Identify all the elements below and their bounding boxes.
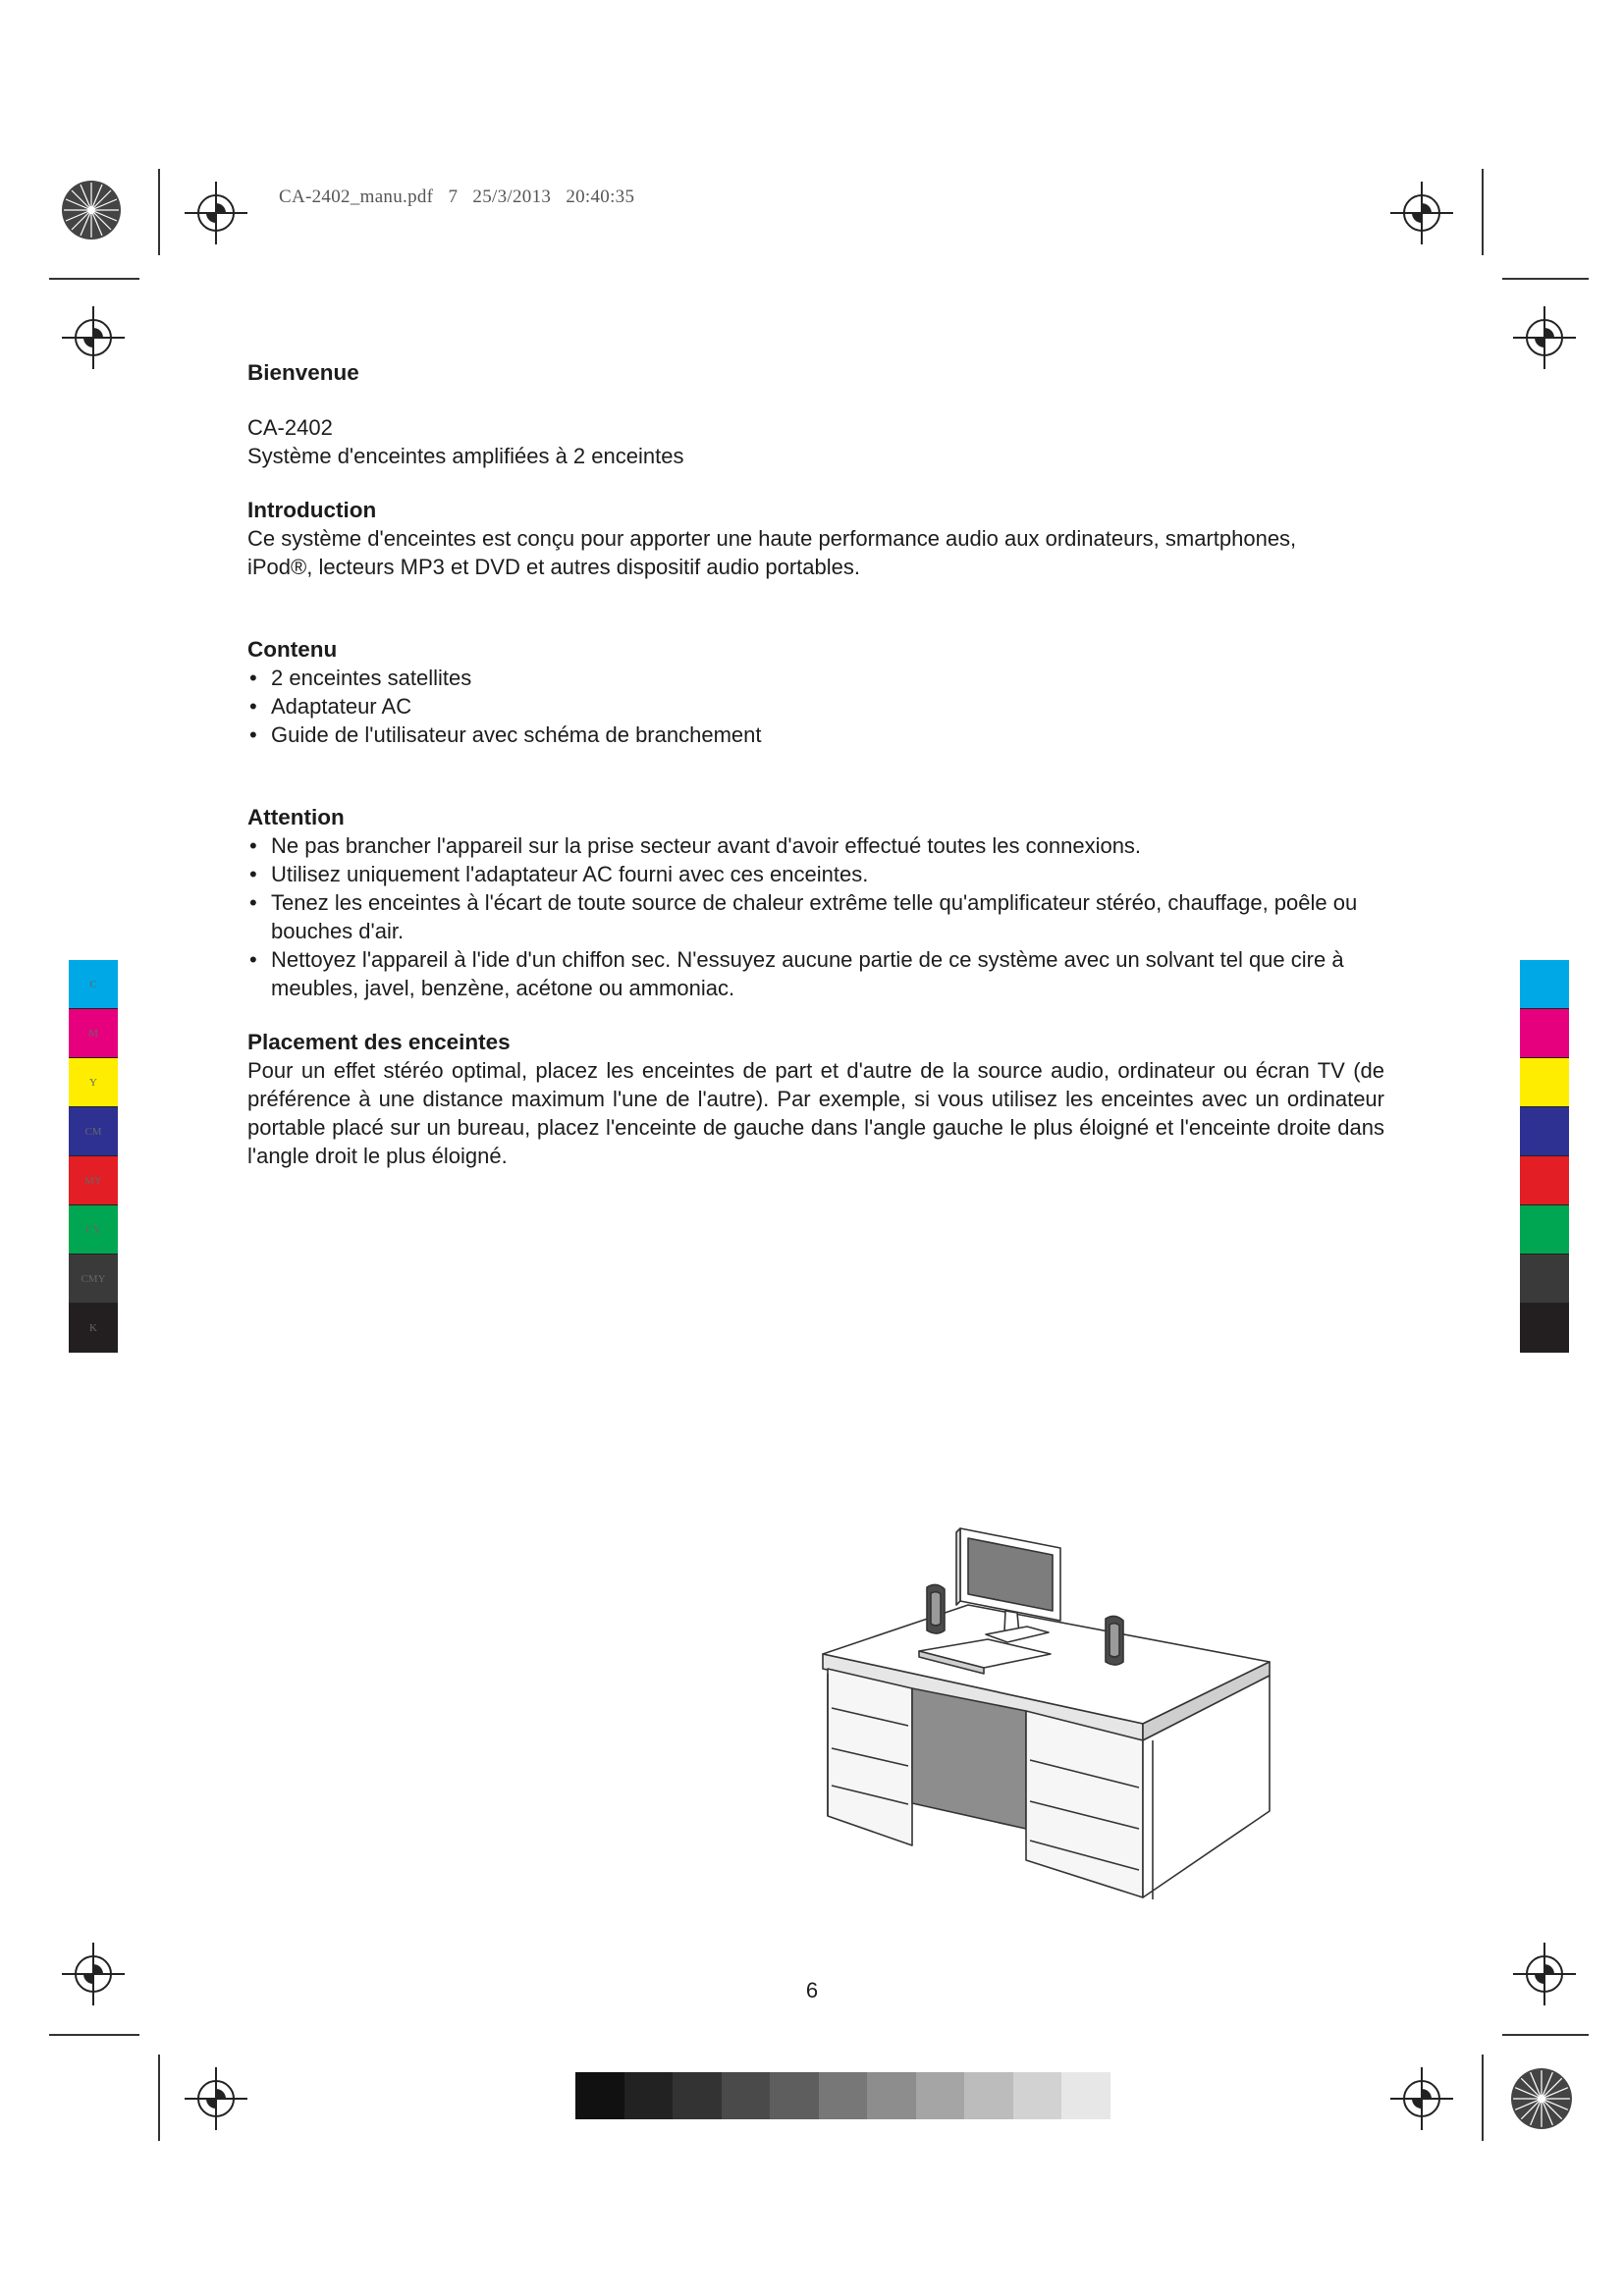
gray-swatch [1013,2072,1062,2119]
crosshair-icon [1390,2067,1453,2130]
introduction-heading: Introduction [247,498,377,522]
color-bar-right [1520,960,1569,1353]
gray-swatch [964,2072,1013,2119]
placement-text: Pour un effet stéréo optimal, placez les enceintes de part et d'autre de la source audio, ordinateur ou écran TV (de préférence à une distance maximum l'une de l'autre). Par exemple, si vous utilisez les enceintes avec un ordinateur portable placé sur un bureau, placez l'enceinte de gauche dans l'angle gauche le plus éloigné et l'enceinte droite dans l'angle droit le plus éloigné. [247,1058,1384,1168]
list-item: • Ne pas brancher l'appareil sur la prise secteur avant d'avoir effectué toutes les connexions. [247,831,1406,860]
introduction-line-2: iPod®, lecteurs MP3 et DVD et autres dispositif audio portables. [247,555,860,579]
gray-swatch [819,2072,868,2119]
color-swatch [1520,1255,1569,1304]
gray-swatch [1061,2072,1110,2119]
gray-swatch [867,2072,916,2119]
desk-illustration [811,1517,1282,1949]
gray-swatch [722,2072,771,2119]
color-swatch [1520,1058,1569,1107]
color-swatch: CMY [69,1255,118,1304]
color-swatch [1520,1107,1569,1156]
color-swatch: CY [69,1205,118,1255]
page-number: 6 [805,1978,819,2002]
contents-list [247,664,1406,749]
crosshair-icon [1513,306,1576,369]
crosshair-icon [1513,1943,1576,2005]
color-swatch [1520,1304,1569,1353]
color-swatch: MY [69,1156,118,1205]
crosshair-icon [1390,182,1453,244]
print-slug: CA-2402_manu.pdf 7 25/3/2013 20:40:35 [279,187,635,207]
contents-heading: Contenu [247,637,338,662]
product-description: Système d'enceintes amplifiées à 2 enceintes [247,444,684,468]
grayscale-bar [575,2072,1110,2119]
list-item: • 2 enceintes satellites [247,664,1406,692]
color-swatch: C [69,960,118,1009]
page-content [247,358,1406,1170]
list-item: • Tenez les enceintes à l'écart de toute source de chaleur extrême telle qu'amplificateur stéréo, chauffage, poêle ou bouches d'air. [247,888,1406,945]
crosshair-icon [185,182,247,244]
color-swatch [1520,1156,1569,1205]
gray-swatch [770,2072,819,2119]
color-swatch [1520,960,1569,1009]
placement-heading: Placement des enceintes [247,1030,511,1054]
gray-swatch [624,2072,674,2119]
crosshair-icon [185,2067,247,2130]
color-bar-left [69,960,118,1353]
gray-swatch [575,2072,624,2119]
color-swatch [1520,1205,1569,1255]
gray-swatch [673,2072,722,2119]
color-swatch: CM [69,1107,118,1156]
color-swatch [1520,1009,1569,1058]
color-swatch: Y [69,1058,118,1107]
color-swatch: M [69,1009,118,1058]
attention-heading: Attention [247,805,345,829]
list-item: • Nettoyez l'appareil à l'ide d'un chiffon sec. N'essuyez aucune partie de ce système avec un solvant tel que cire à meubles, javel, benzène, acétone ou ammoniac. [247,945,1406,1002]
introduction-line-1: Ce système d'enceintes est conçu pour apporter une haute performance audio aux ordinateurs, smartphones, [247,526,1297,551]
list-item: • Utilisez uniquement l'adaptateur AC fourni avec ces enceintes. [247,860,1406,888]
starburst-icon [61,180,122,240]
attention-list [247,831,1406,1002]
list-item: • Adaptateur AC [247,692,1406,721]
gray-swatch [916,2072,965,2119]
list-item: • Guide de l'utilisateur avec schéma de branchement [247,721,1406,749]
starburst-icon [1510,2067,1573,2130]
color-swatch: K [69,1304,118,1353]
crosshair-icon [62,1943,125,2005]
welcome-heading: Bienvenue [247,360,359,385]
model-number: CA-2402 [247,415,333,440]
crosshair-icon [62,306,125,369]
